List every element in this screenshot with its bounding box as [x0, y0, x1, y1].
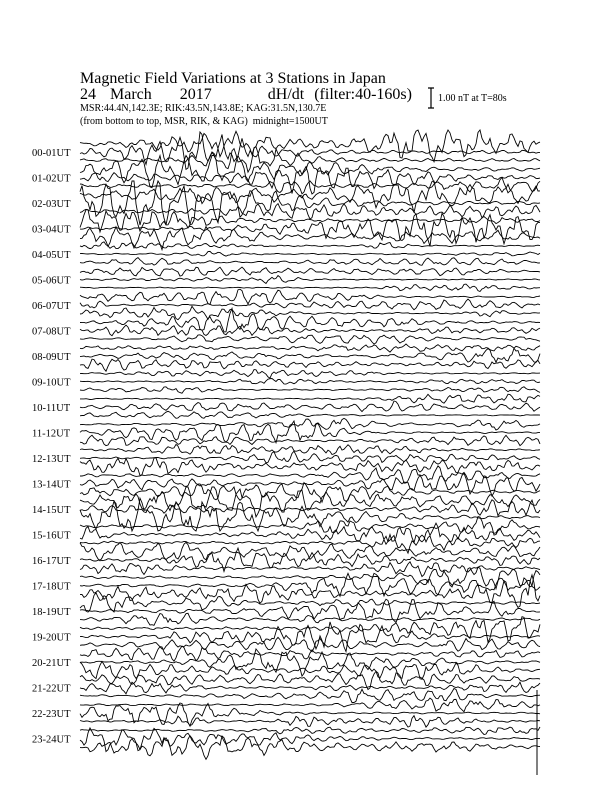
trace-09-10ut-msr — [80, 387, 540, 393]
trace-15-16ut-kag — [80, 517, 540, 536]
station-coordinates: MSR:44.4N,142.3E; RIK:43.5N,143.8E; KAG:31.5N,130.7E — [80, 103, 327, 114]
trace-04-05ut-msr — [80, 258, 540, 266]
row-label-00-01ut: 00-01UT — [32, 148, 71, 159]
trace-10-11ut-msr — [80, 411, 540, 418]
row-label-13-14ut: 13-14UT — [32, 479, 71, 491]
row-label-11-12ut: 11-12UT — [32, 428, 71, 440]
trace-18-19ut-msr — [80, 613, 540, 625]
trace-15-16ut-rik — [80, 523, 540, 544]
trace-07-08ut-kag — [80, 309, 540, 332]
trace-18-19ut-kag — [80, 593, 540, 612]
row-label-16-17ut: 16-17UT — [32, 556, 71, 567]
row-label-10-11ut: 10-11UT — [32, 403, 71, 414]
row-label-02-03ut: 02-03UT — [32, 199, 71, 210]
trace-00-01ut-rik — [80, 132, 540, 169]
row-labels — [32, 148, 71, 746]
trace-20-21ut-kag — [80, 646, 540, 661]
trace-06-07ut-rik — [80, 299, 540, 310]
row-label-18-19ut: 18-19UT — [32, 607, 71, 618]
trace-23-24ut-kag — [80, 727, 540, 735]
trace-11-12ut-kag — [80, 418, 540, 430]
scale-bar-label: 1.00 nT at T=80s — [438, 93, 507, 104]
row-label-04-05ut: 04-05UT — [32, 250, 71, 261]
trace-07-08ut-rik — [80, 325, 540, 336]
date-year: 2017 — [179, 86, 212, 103]
trace-22-23ut-msr — [80, 716, 540, 727]
trace-09-10ut-rik — [80, 379, 540, 385]
trace-17-18ut-msr — [80, 575, 540, 608]
scale-bar — [428, 88, 434, 108]
trace-08-09ut-kag — [80, 344, 540, 352]
row-label-23-24ut: 23-24UT — [32, 734, 71, 746]
trace-08-09ut-rik — [80, 348, 540, 362]
row-label-22-23ut: 22-23UT — [32, 709, 71, 720]
trace-12-13ut-kag — [80, 444, 540, 454]
trace-04-05ut-rik — [80, 251, 540, 256]
trace-05-06ut-msr — [80, 284, 540, 291]
trace-07-08ut-msr — [80, 335, 540, 344]
quantity-label: dH/dt — [267, 86, 305, 103]
date-month: March — [110, 86, 152, 103]
row-label-21-22ut: 21-22UT — [32, 683, 71, 695]
trace-10-11ut-rik — [80, 401, 540, 412]
trace-05-06ut-kag — [80, 267, 540, 276]
trace-21-22ut-msr — [80, 689, 540, 703]
trace-12-13ut-msr — [80, 458, 540, 476]
row-label-07-08ut: 07-08UT — [32, 326, 71, 338]
trace-02-03ut-msr — [80, 204, 540, 220]
row-label-19-20ut: 19-20UT — [32, 632, 71, 644]
row-label-15-16ut: 15-16UT — [32, 530, 71, 542]
chart-title: Magnetic Field Variations at 3 Stations in Japan — [80, 70, 386, 87]
trace-04-05ut-kag — [80, 242, 540, 249]
trace-20-21ut-msr — [80, 661, 540, 679]
row-label-17-18ut: 17-18UT — [32, 581, 71, 593]
trace-21-22ut-rik — [80, 682, 540, 694]
row-label-06-07ut: 06-07UT — [32, 301, 71, 312]
order-note: (from bottom to top, MSR, RIK, & KAG) — [80, 116, 248, 127]
traces — [80, 130, 540, 775]
trace-10-11ut-kag — [80, 394, 540, 403]
row-label-20-21ut: 20-21UT — [32, 658, 71, 669]
trace-00-01ut-kag — [80, 130, 540, 162]
row-label-14-15ut: 14-15UT — [32, 505, 71, 516]
trace-09-10ut-kag — [80, 370, 540, 379]
row-label-12-13ut: 12-13UT — [32, 454, 71, 465]
row-label-01-02ut: 01-02UT — [32, 173, 71, 185]
row-label-08-09ut: 08-09UT — [32, 352, 71, 363]
trace-05-06ut-rik — [80, 276, 540, 284]
trace-19-20ut-msr — [80, 637, 540, 651]
trace-22-23ut-rik — [80, 703, 540, 726]
midnight-note: midnight=1500UT — [252, 116, 328, 127]
row-label-05-06ut: 05-06UT — [32, 275, 71, 287]
trace-12-13ut-rik — [80, 451, 540, 463]
trace-17-18ut-kag — [80, 567, 540, 589]
trace-01-02ut-kag — [80, 156, 540, 188]
trace-08-09ut-msr — [80, 359, 540, 371]
trace-19-20ut-rik — [80, 622, 540, 652]
row-label-03-04ut: 03-04UT — [32, 224, 71, 236]
date-day: 24 — [80, 86, 96, 103]
row-label-09-10ut: 09-10UT — [32, 377, 71, 389]
scale-bar-mark — [428, 88, 434, 108]
filter-label: (filter:40-160s) — [314, 86, 412, 103]
trace-22-23ut-kag — [80, 698, 540, 712]
